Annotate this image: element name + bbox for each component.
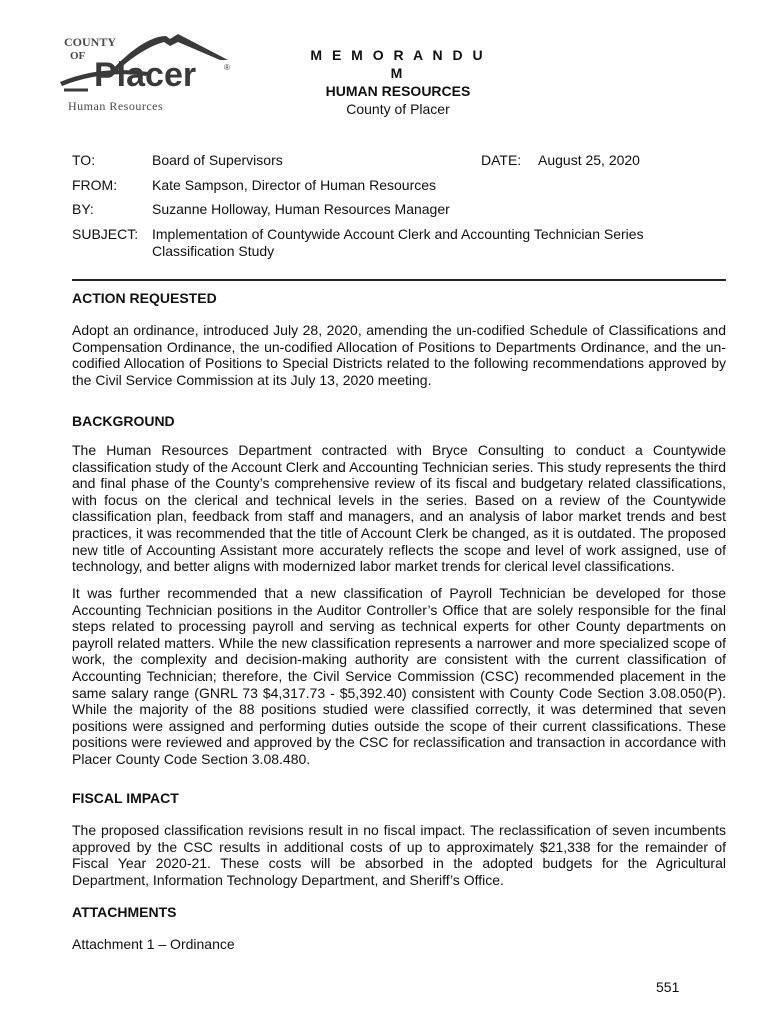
to-value: Board of Supervisors xyxy=(152,152,283,168)
memo-title: M E M O R A N D U M xyxy=(310,47,486,81)
attachments-heading: ATTACHMENTS xyxy=(72,904,177,920)
background-paragraph-1: The Human Resources Department contracted with Bryce Consulting to conduct a Countywide classification study of the Account Clerk and Accounting Technician series. This study represents the third and final phase of the County’s comprehensive review of its fiscal and budgetary related classifications, with focus on the clerical and technical levels in the series. Based on a review of the Countywide classification plan, feedback from staff and managers, and an analysis of labor market trends and best practices, it was recommended that the title of Account Clerk be changed, as it is outdated. The proposed new title of Accounting Assistant more accurately reflects the scope and level of work assigned, use of technology, and better aligns with modernized labor market trends for clerical level classifications. xyxy=(72,442,726,575)
header-divider xyxy=(72,279,726,281)
to-label: TO: xyxy=(72,152,96,168)
logo-subtitle-text: Human Resources xyxy=(68,99,164,113)
action-requested-heading: ACTION REQUESTED xyxy=(72,290,217,306)
page-number: 551 xyxy=(656,979,680,995)
date-value: August 25, 2020 xyxy=(538,152,640,168)
logo-county-text: COUNTY xyxy=(64,35,117,49)
attachment-item: Attachment 1 – Ordinance xyxy=(72,936,235,952)
memo-department: HUMAN RESOURCES xyxy=(325,83,471,99)
subject-label: SUBJECT: xyxy=(72,226,139,242)
action-requested-text: Adopt an ordinance, introduced July 28, 2020, amending the un-codified Schedule of Classifications and Compensation Ordinance, the un-codified Allocation of Positions to Departments Ordinance, and the un-codified Allocation of Positions to Special Districts related to the following recommendations approved by the Civil Service Commission at its July 13, 2020 meeting. xyxy=(72,322,726,388)
logo-placer-text: Placer xyxy=(94,56,197,94)
by-value: Suzanne Holloway, Human Resources Manager xyxy=(152,201,450,217)
background-paragraph-2: It was further recommended that a new classification of Payroll Technician be developed for those Accounting Technician positions in the Auditor Controller’s Office that are solely responsible for the final steps related to processing payroll and serving as technical experts for other County departments on payroll related matters. While the new classification represents a narrower and more specialized scope of work, the complexity and decision-making authority are consistent with the current classification of Accounting Technician; therefore, the Civil Service Commission (CSC) recommended placement in the same salary range (GNRL 73 $4,317.73 - $5,392.40) consistent with County Code Section 3.08.050(P). While the majority of the 88 positions studied were classified correctly, it was determined that seven positions were assigned and performing duties outside the scope of their current classifications. These positions were reviewed and approved by the CSC for reclassification and transaction in accordance with Placer County Code Section 3.08.480. xyxy=(72,585,726,767)
subject-value: Implementation of Countywide Account Clerk and Accounting Technician Series Classification Study xyxy=(152,226,644,259)
logo-of-text: OF xyxy=(70,50,86,62)
by-label: BY: xyxy=(72,201,94,217)
memo-heading xyxy=(300,46,496,118)
fiscal-impact-heading: FISCAL IMPACT xyxy=(72,790,179,806)
logo-registered-mark: ® xyxy=(224,63,230,72)
fiscal-impact-text: The proposed classification revisions result in no fiscal impact. The reclassification of seven incumbents approved by the CSC results in additional costs of up to approximately $21,338 for the remainder of Fiscal Year 2020-21. These costs will be absorbed in the adopted budgets for the Agricultural Department, Information Technology Department, and Sheriff’s Office. xyxy=(72,822,726,888)
from-value: Kate Sampson, Director of Human Resources xyxy=(152,177,437,193)
county-logo xyxy=(58,30,238,120)
from-label: FROM: xyxy=(72,177,118,193)
background-heading: BACKGROUND xyxy=(72,413,175,429)
date-label: DATE: xyxy=(481,152,522,168)
memo-organization: County of Placer xyxy=(346,101,450,117)
county-of-placer-logo-icon xyxy=(58,30,238,120)
